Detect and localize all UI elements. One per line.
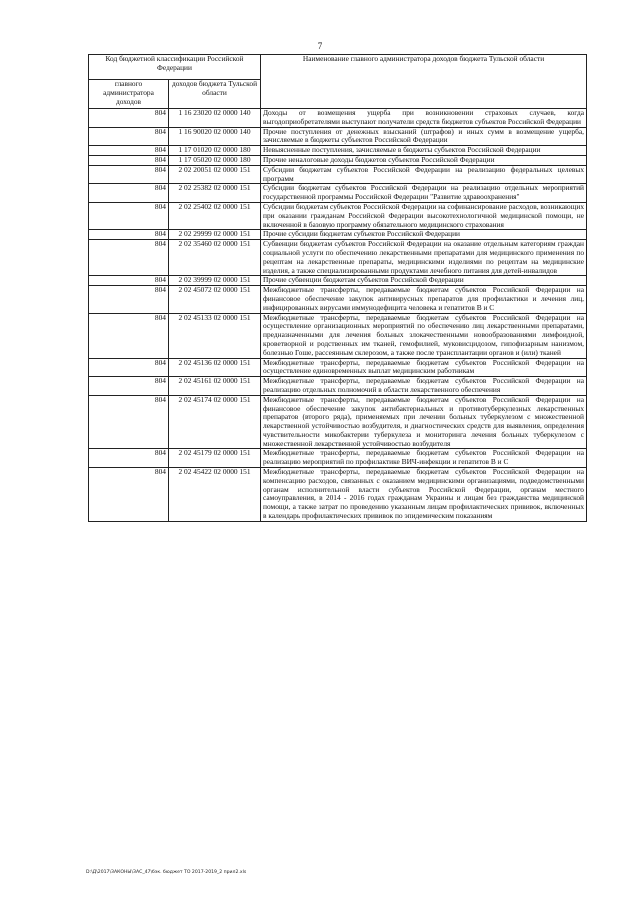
- header-main-administrator: главного администратора доходов: [89, 80, 169, 109]
- admin-code-cell: 804: [89, 202, 169, 229]
- admin-code-cell: 804: [89, 276, 169, 286]
- revenue-name-cell: Межбюджетные трансферты, передаваемые бюджетам субъектов Российской Федерации на компенсацию расходов, связанных с оказанием медицинскими организациями, подведомственными органам исполнительной власти субъектов Российской Федерации, органам местного самоуправления, в 2014 - 2016 годах гражданам Украины и лицам без гражданства медицинской помощи, а также затрат по проведению указанным лицам профилактических прививок, включенных в календарь профилактических прививок по эпидемическим показаниям: [261, 468, 587, 522]
- table-row: [89, 109, 587, 128]
- revenue-code-cell: 2 02 25402 02 0000 151: [169, 202, 261, 229]
- admin-code-cell: 804: [89, 468, 169, 522]
- revenue-name-cell: Невыясненные поступления, зачисляемые в бюджеты субъектов Российской Федерации: [261, 146, 587, 156]
- revenue-code-cell: 1 16 90020 02 0000 140: [169, 127, 261, 146]
- revenue-code-cell: 2 02 45133 02 0000 151: [169, 313, 261, 358]
- table-row: [89, 165, 587, 184]
- revenue-code-cell: 1 17 01020 02 0000 180: [169, 146, 261, 156]
- admin-code-cell: 804: [89, 358, 169, 377]
- revenue-code-cell: 2 02 45072 02 0000 151: [169, 286, 261, 313]
- admin-code-cell: 804: [89, 155, 169, 165]
- revenue-name-cell: Межбюджетные трансферты, передаваемые бюджетам субъектов Российской Федерации на реализацию мероприятий по профилактике ВИЧ-инфекции и гепатитов В и С: [261, 449, 587, 468]
- header-administrator-name: Наименование главного администратора доходов бюджета Тульской области: [261, 55, 587, 109]
- revenue-name-cell: Субсидии бюджетам субъектов Российской Федерации на софинансирование расходов, возникающих при оказании гражданам Российской Федерации высокотехнологичной медицинской помощи, не включенной в базовую программу обязательного медицинского страхования: [261, 202, 587, 229]
- revenue-name-cell: Прочие поступления от денежных взысканий (штрафов) и иных сумм в возмещение ущерба, зачисляемые в бюджеты субъектов Российской Федерации: [261, 127, 587, 146]
- revenue-name-cell: Прочие субвенции бюджетам субъектов Российской Федерации: [261, 276, 587, 286]
- revenue-code-cell: 1 17 05020 02 0000 180: [169, 155, 261, 165]
- admin-code-cell: 804: [89, 395, 169, 449]
- revenue-code-cell: 2 02 45136 02 0000 151: [169, 358, 261, 377]
- table-row: [89, 155, 587, 165]
- revenue-code-cell: 2 02 29999 02 0000 151: [169, 230, 261, 240]
- header-revenue-code: доходов бюджета Тульской области: [169, 80, 261, 109]
- file-path-footer: D:\Д\2017\ЗАКОНЫ\ЗАС_47\бэк. бюджет ТО 2017-2019_2 прил2.xls: [86, 870, 247, 875]
- admin-code-cell: 804: [89, 230, 169, 240]
- admin-code-cell: 804: [89, 286, 169, 313]
- table-row: [89, 377, 587, 396]
- admin-code-cell: 804: [89, 127, 169, 146]
- table-row: [89, 240, 587, 276]
- revenue-code-cell: 2 02 20051 02 0000 151: [169, 165, 261, 184]
- admin-code-cell: 804: [89, 109, 169, 128]
- revenue-name-cell: Межбюджетные трансферты, передаваемые бюджетам субъектов Российской Федерации на осуществление организационных мероприятий по обеспечению лиц лекарственными препаратами, предназначенными для лечения больных злокачественными новообразованиями лимфоидной, кроветворной и родственных им тканей, гемофилией, муковисцидозом, гипофизарным нанизмом, болезнью Гоше, рассеянным склерозом, а также после трансплантации органов и (или) тканей: [261, 313, 587, 358]
- table-body: [89, 109, 587, 522]
- table-row: [89, 184, 587, 203]
- revenue-administrators-table: [88, 54, 587, 522]
- revenue-code-cell: 2 02 45422 02 0000 151: [169, 468, 261, 522]
- revenue-code-cell: 2 02 45174 02 0000 151: [169, 395, 261, 449]
- revenue-code-cell: 2 02 39999 02 0000 151: [169, 276, 261, 286]
- table-row: [89, 449, 587, 468]
- revenue-name-cell: Субсидии бюджетам субъектов Российской Федерации на реализацию отдельных мероприятий государственной программы Российской Федерации "Развитие здравоохранения": [261, 184, 587, 203]
- revenue-name-cell: Субвенции бюджетам субъектов Российской Федерации на оказание отдельным категориям граждан социальной услуги по обеспечению лекарственными препаратами для медицинского применения по рецептам на лекарственные препараты, медицинскими изделиями по рецептам на медицинские изделия, а также специализированными продуктами лечебного питания для детей-инвалидов: [261, 240, 587, 276]
- table-row: [89, 358, 587, 377]
- admin-code-cell: 804: [89, 449, 169, 468]
- revenue-code-cell: 1 16 23020 02 0000 140: [169, 109, 261, 128]
- table-row: [89, 468, 587, 522]
- revenue-name-cell: Прочие субсидии бюджетам субъектов Российской Федерации: [261, 230, 587, 240]
- admin-code-cell: 804: [89, 377, 169, 396]
- admin-code-cell: 804: [89, 184, 169, 203]
- revenue-code-cell: 2 02 45161 02 0000 151: [169, 377, 261, 396]
- table-row: [89, 313, 587, 358]
- table-row: [89, 146, 587, 156]
- revenue-name-cell: Прочие неналоговые доходы бюджетов субъектов Российской Федерации: [261, 155, 587, 165]
- revenue-name-cell: Межбюджетные трансферты, передаваемые бюджетам субъектов Российской Федерации на реализацию отдельных полномочий в области лекарственного обеспечения: [261, 377, 587, 396]
- revenue-name-cell: Межбюджетные трансферты, передаваемые бюджетам субъектов Российской Федерации на финансовое обеспечение закупок антибактериальных и противотуберкулезных лекарственных препаратов (второго ряда), применяемых при лечении больных туберкулезом с множественной лекарственной устойчивостью возбудителя, и диагностических средств для выявления, определения чувствительности микобактерии туберкулеза и мониторинга лечения больных туберкулезом с множественной лекарственной устойчивостью возбудителя: [261, 395, 587, 449]
- admin-code-cell: 804: [89, 240, 169, 276]
- table-row: [89, 127, 587, 146]
- header-budget-classification-code: Код бюджетной классификации Российской Федерации: [89, 55, 261, 80]
- revenue-name-cell: Межбюджетные трансферты, передаваемые бюджетам субъектов Российской Федерации на осуществление единовременных выплат медицинским работникам: [261, 358, 587, 377]
- admin-code-cell: 804: [89, 313, 169, 358]
- revenue-code-cell: 2 02 25382 02 0000 151: [169, 184, 261, 203]
- table-row: [89, 286, 587, 313]
- page-number: 7: [317, 41, 323, 51]
- admin-code-cell: 804: [89, 146, 169, 156]
- table-row: [89, 202, 587, 229]
- revenue-name-cell: Субсидии бюджетам субъектов Российской Федерации на реализацию федеральных целевых программ: [261, 165, 587, 184]
- revenue-name-cell: Доходы от возмещения ущерба при возникновении страховых случаев, когда выгодоприобретателями выступают получатели средств бюджетов субъектов Российской Федерации: [261, 109, 587, 128]
- revenue-code-cell: 2 02 35460 02 0000 151: [169, 240, 261, 276]
- admin-code-cell: 804: [89, 165, 169, 184]
- table-row: [89, 395, 587, 449]
- revenue-code-cell: 2 02 45179 02 0000 151: [169, 449, 261, 468]
- revenue-name-cell: Межбюджетные трансферты, передаваемые бюджетам субъектов Российской Федерации на финансовое обеспечение закупок антивирусных препаратов для профилактики и лечения лиц, инфицированных вирусами иммунодефицита человека и гепатитов В и С: [261, 286, 587, 313]
